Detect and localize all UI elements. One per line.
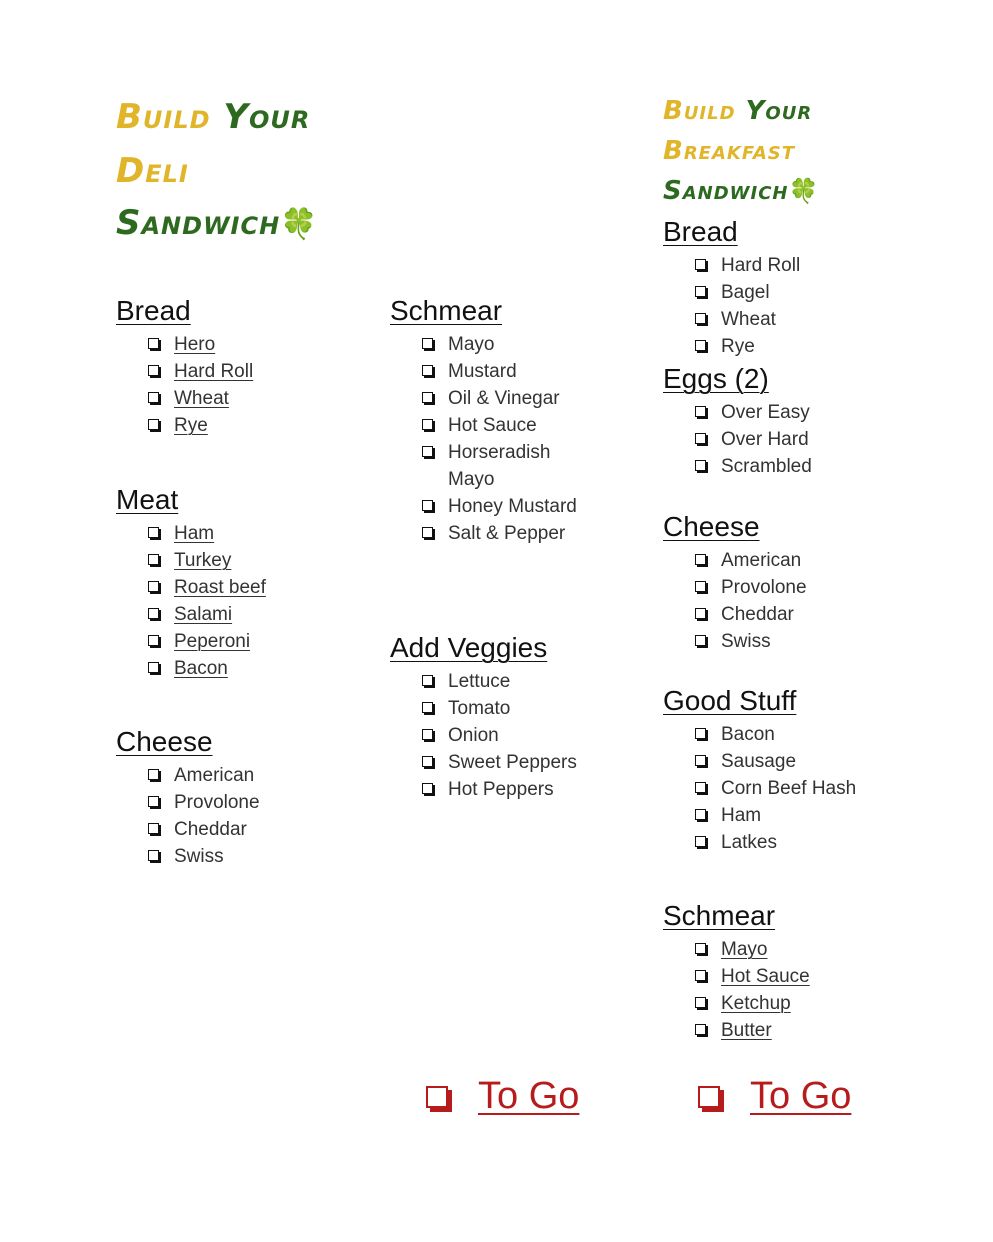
checkbox-icon[interactable]	[695, 755, 706, 766]
list-item[interactable]: Provolone	[695, 574, 807, 601]
list-item[interactable]: Rye	[695, 333, 800, 360]
checkbox-icon[interactable]	[148, 769, 159, 780]
checkbox-icon[interactable]	[148, 662, 159, 673]
breakfast-bread-section	[663, 216, 800, 360]
checkbox-icon[interactable]	[422, 446, 433, 457]
section-heading: Bread	[116, 295, 191, 326]
checkbox-icon[interactable]	[698, 1086, 720, 1108]
checkbox-icon[interactable]	[426, 1086, 448, 1108]
list-item[interactable]: Hard Roll	[695, 252, 800, 279]
list-item[interactable]: Ham	[148, 520, 266, 547]
checkbox-icon[interactable]	[148, 608, 159, 619]
breakfast-to-go-option[interactable]	[698, 1075, 851, 1118]
checkbox-icon[interactable]	[695, 970, 706, 981]
checkbox-icon[interactable]	[148, 392, 159, 403]
breakfast-cheese-list	[695, 547, 807, 655]
clover-icon: 🍀	[788, 177, 820, 205]
list-item[interactable]: Salt & Pepper	[422, 520, 588, 547]
checkbox-icon[interactable]	[422, 675, 433, 686]
checkbox-icon[interactable]	[695, 286, 706, 297]
breakfast-eggs-section	[663, 363, 812, 480]
checkbox-icon[interactable]	[148, 554, 159, 565]
list-item[interactable]: Cheddar	[148, 816, 260, 843]
list-item[interactable]: Hot Sauce	[695, 963, 810, 990]
list-item[interactable]: Roast beef	[148, 574, 266, 601]
breakfast-eggs-list	[695, 399, 812, 480]
checkbox-icon[interactable]	[695, 782, 706, 793]
deli-schmear-section	[390, 295, 588, 547]
checkbox-icon[interactable]	[148, 419, 159, 430]
list-item[interactable]: Over Hard	[695, 426, 812, 453]
list-item[interactable]: Corn Beef Hash	[695, 775, 856, 802]
list-item[interactable]: Hard Roll	[148, 358, 253, 385]
deli-schmear-list	[422, 331, 588, 547]
section-heading: Cheese	[663, 511, 760, 542]
list-item[interactable]: Mayo	[422, 331, 588, 358]
checkbox-icon[interactable]	[148, 635, 159, 646]
list-item[interactable]: Cheddar	[695, 601, 807, 628]
deli-bread-list	[148, 331, 253, 439]
checkbox-icon[interactable]	[148, 581, 159, 592]
checkbox-icon[interactable]	[695, 809, 706, 820]
section-heading: Bread	[663, 216, 738, 247]
list-item[interactable]: Hero	[148, 331, 253, 358]
list-item[interactable]: Over Easy	[695, 399, 812, 426]
checkbox-icon[interactable]	[422, 500, 433, 511]
checkbox-icon[interactable]	[695, 406, 706, 417]
list-item[interactable]: Swiss	[148, 843, 260, 870]
breakfast-to-go-label: To Go	[750, 1075, 852, 1117]
deli-cheese-section	[116, 726, 260, 870]
deli-title-sandwich: Sandwich	[116, 203, 281, 243]
checkbox-icon[interactable]	[148, 823, 159, 834]
breakfast-good-stuff-list	[695, 721, 856, 856]
deli-title-line-1	[116, 97, 311, 137]
list-item[interactable]: Salami	[148, 601, 266, 628]
list-item[interactable]: Lettuce	[422, 668, 577, 695]
deli-to-go-option[interactable]	[426, 1075, 579, 1118]
checkbox-icon[interactable]	[695, 635, 706, 646]
checkbox-icon[interactable]	[695, 728, 706, 739]
list-item[interactable]: Honey Mustard	[422, 493, 588, 520]
clover-icon: 🍀	[280, 207, 319, 242]
checkbox-icon[interactable]	[148, 365, 159, 376]
deli-cheese-list	[148, 762, 260, 870]
checkbox-icon[interactable]	[422, 702, 433, 713]
checkbox-icon[interactable]	[695, 340, 706, 351]
list-item[interactable]: Hot Sauce	[422, 412, 588, 439]
section-heading: Cheese	[116, 726, 213, 757]
list-item[interactable]: Tomato	[422, 695, 577, 722]
list-item[interactable]: Horseradish Mayo	[422, 439, 588, 493]
list-item[interactable]: Wheat	[695, 306, 800, 333]
checkbox-icon[interactable]	[695, 313, 706, 324]
deli-meat-list	[148, 520, 266, 682]
deli-title-build: Build	[116, 97, 211, 137]
list-item[interactable]: Mayo	[695, 936, 810, 963]
checkbox-icon[interactable]	[422, 527, 433, 538]
breakfast-title-line-1	[663, 98, 812, 124]
checkbox-icon[interactable]	[422, 392, 433, 403]
deli-to-go-label: To Go	[478, 1075, 580, 1117]
deli-veggies-list	[422, 668, 577, 803]
checkbox-icon[interactable]	[422, 729, 433, 740]
list-item[interactable]: Onion	[422, 722, 577, 749]
section-heading: Meat	[116, 484, 179, 515]
checkbox-icon[interactable]	[148, 850, 159, 861]
deli-title-your: Your	[223, 97, 311, 137]
section-heading: Schmear	[663, 900, 776, 931]
list-item[interactable]: Wheat	[148, 385, 253, 412]
list-item[interactable]: Ham	[695, 802, 856, 829]
breakfast-bread-list	[695, 252, 800, 360]
list-item[interactable]: Sausage	[695, 748, 856, 775]
checkbox-icon[interactable]	[695, 943, 706, 954]
checkbox-icon[interactable]	[695, 608, 706, 619]
checkbox-icon[interactable]	[422, 419, 433, 430]
breakfast-title-sandwich: Sandwich	[663, 176, 789, 206]
breakfast-good-stuff-section	[663, 685, 856, 856]
checkbox-icon[interactable]	[695, 460, 706, 471]
deli-veggies-section	[390, 632, 577, 803]
checkbox-icon[interactable]	[695, 259, 706, 270]
checkbox-icon[interactable]	[695, 554, 706, 565]
deli-bread-section	[116, 295, 253, 439]
checkbox-icon[interactable]	[422, 365, 433, 376]
list-item[interactable]: Bacon	[695, 721, 856, 748]
list-item[interactable]: Hot Peppers	[422, 776, 577, 803]
checkbox-icon[interactable]	[422, 756, 433, 767]
checkbox-icon[interactable]	[148, 338, 159, 349]
section-heading: Schmear	[390, 295, 503, 326]
breakfast-title-build: Build	[663, 96, 736, 126]
checkbox-icon[interactable]	[695, 581, 706, 592]
section-heading: Eggs (2)	[663, 363, 769, 394]
breakfast-schmear-section	[663, 900, 810, 1044]
breakfast-title-breakfast: Breakfast	[663, 136, 796, 166]
list-item[interactable]: Ketchup	[695, 990, 810, 1017]
breakfast-cheese-section	[663, 511, 807, 655]
checkbox-icon[interactable]	[695, 433, 706, 444]
list-item[interactable]: Provolone	[148, 789, 260, 816]
list-item[interactable]: Rye	[148, 412, 253, 439]
deli-meat-section	[116, 484, 266, 682]
breakfast-schmear-list	[695, 936, 810, 1044]
list-item[interactable]: American	[695, 547, 807, 574]
section-heading: Add Veggies	[390, 632, 548, 663]
list-item[interactable]: American	[148, 762, 260, 789]
breakfast-title-your: Your	[745, 96, 813, 126]
section-heading: Good Stuff	[663, 685, 797, 716]
list-item[interactable]: Bagel	[695, 279, 800, 306]
checkbox-icon[interactable]	[695, 1024, 706, 1035]
list-item[interactable]: Mustard	[422, 358, 588, 385]
list-item[interactable]: Sweet Peppers	[422, 749, 577, 776]
checkbox-icon[interactable]	[422, 783, 433, 794]
list-item[interactable]: Latkes	[695, 829, 856, 856]
deli-title-line-3	[116, 203, 319, 243]
checkbox-icon[interactable]	[422, 338, 433, 349]
list-item[interactable]: Turkey	[148, 547, 266, 574]
list-item[interactable]: Scrambled	[695, 453, 812, 480]
list-item[interactable]: Swiss	[695, 628, 807, 655]
list-item[interactable]: Bacon	[148, 655, 266, 682]
breakfast-title-line-3	[663, 178, 819, 204]
list-item[interactable]: Butter	[695, 1017, 810, 1044]
list-item[interactable]: Peperoni	[148, 628, 266, 655]
list-item[interactable]: Oil & Vinegar	[422, 385, 588, 412]
checkbox-icon[interactable]	[148, 527, 159, 538]
checkbox-icon[interactable]	[695, 997, 706, 1008]
deli-title-deli: Deli	[116, 151, 189, 191]
checkbox-icon[interactable]	[148, 796, 159, 807]
checkbox-icon[interactable]	[695, 836, 706, 847]
